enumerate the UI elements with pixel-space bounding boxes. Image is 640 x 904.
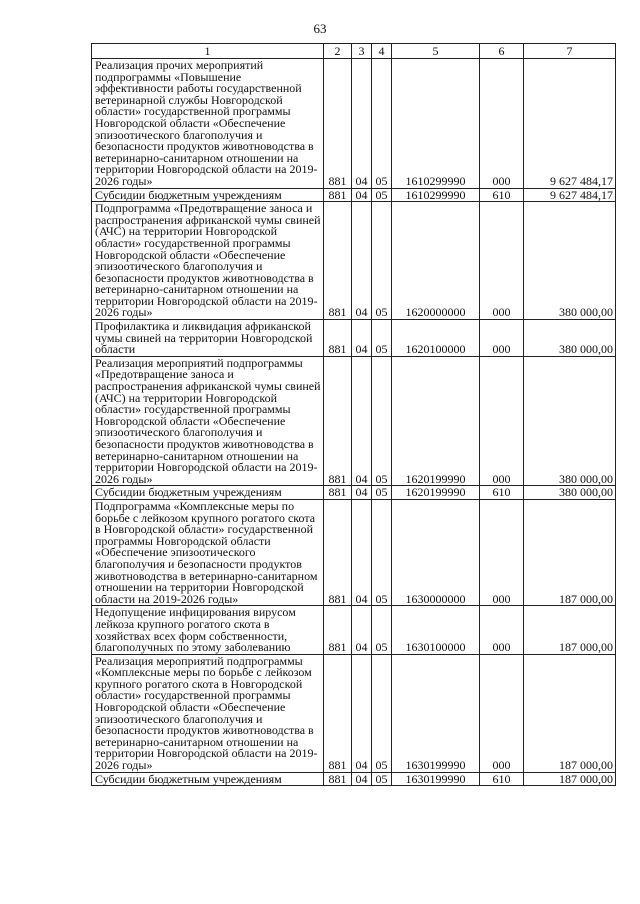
cell-code: 881 <box>324 356 352 486</box>
cell-section: 04 <box>352 772 372 786</box>
table-row <box>92 486 616 500</box>
cell-type: 000 <box>480 499 524 605</box>
table-row <box>92 772 616 786</box>
cell-code: 881 <box>324 606 352 654</box>
row-name: Подпрограмма «Предотвращение заноса и распространения африканской чумы свиней (АЧС) на территории Новгородской области» государственной программы Новгородской области «Обеспечение эпизоотического благополучия и безопасности продуктов животноводства в ветеринарно-санитарном отношении на территории Новгородской области на 2019-2026 годы» <box>92 202 324 320</box>
column-header: 1 <box>92 44 324 59</box>
cell-amount: 9 627 484,17 <box>524 59 616 189</box>
cell-type: 610 <box>480 486 524 500</box>
cell-amount: 380 000,00 <box>524 202 616 320</box>
column-header: 5 <box>392 44 480 59</box>
cell-target: 1630000000 <box>392 499 480 605</box>
column-header: 4 <box>372 44 392 59</box>
column-header: 3 <box>352 44 372 59</box>
cell-subsection: 05 <box>372 654 392 772</box>
table-row <box>92 654 616 772</box>
cell-type: 000 <box>480 356 524 486</box>
cell-section: 04 <box>352 654 372 772</box>
cell-target: 1610299990 <box>392 59 480 189</box>
cell-type: 000 <box>480 654 524 772</box>
table-row <box>92 356 616 486</box>
cell-subsection: 05 <box>372 356 392 486</box>
row-name: Реализация мероприятий подпрограммы «Комплексные меры по борьбе с лейкозом крупного рогатого скота в Новгородской области» государственной программы Новгородской области «Обеспечение эпизоотического благополучия и безопасности продуктов животноводства в ветеринарно-санитарном отношении на территории Новгородской области на 2019-2026 годы» <box>92 654 324 772</box>
cell-code: 881 <box>324 202 352 320</box>
cell-target: 1620199990 <box>392 356 480 486</box>
cell-target: 1630100000 <box>392 606 480 654</box>
row-name: Недопущение инфицирования вирусом лейкоза крупного рогатого скота в хозяйствах всех форм собственности, благополучных по этому заболеванию <box>92 606 324 654</box>
cell-section: 04 <box>352 486 372 500</box>
column-header: 7 <box>524 44 616 59</box>
cell-type: 610 <box>480 772 524 786</box>
cell-subsection: 05 <box>372 320 392 357</box>
cell-target: 1630199990 <box>392 654 480 772</box>
cell-section: 04 <box>352 188 372 202</box>
cell-amount: 187 000,00 <box>524 499 616 605</box>
cell-section: 04 <box>352 356 372 486</box>
cell-subsection: 05 <box>372 499 392 605</box>
cell-amount: 9 627 484,17 <box>524 188 616 202</box>
cell-code: 881 <box>324 59 352 189</box>
cell-type: 000 <box>480 320 524 357</box>
cell-amount: 187 000,00 <box>524 654 616 772</box>
table-row <box>92 606 616 654</box>
cell-type: 000 <box>480 606 524 654</box>
row-name: Профилактика и ликвидация африканской чумы свиней на территории Новгородской области <box>92 320 324 357</box>
header-row <box>92 44 616 59</box>
row-name: Подпрограмма «Комплексные меры по борьбе с лейкозом крупного рогатого скота в Новгородской области» государственной программы Новгородской области «Обеспечение эпизоотического благополучия и безопасности продуктов животноводства в ветеринарно-санитарном отношении на территории Новгородской области на 2019-2026 годы» <box>92 499 324 605</box>
cell-type: 610 <box>480 188 524 202</box>
cell-amount: 380 000,00 <box>524 356 616 486</box>
row-name: Реализация мероприятий подпрограммы «Предотвращение заноса и распространения африканской чумы свиней (АЧС) на территории Новгородской области» государственной программы Новгородской области «Обеспечение эпизоотического благополучия и безопасности продуктов животноводства в ветеринарно-санитарном отношении на территории Новгородской области на 2019-2026 годы» <box>92 356 324 486</box>
cell-amount: 380 000,00 <box>524 486 616 500</box>
column-header: 2 <box>324 44 352 59</box>
table-row <box>92 188 616 202</box>
page-number: 63 <box>313 21 327 36</box>
cell-amount: 187 000,00 <box>524 606 616 654</box>
cell-type: 000 <box>480 202 524 320</box>
cell-code: 881 <box>324 772 352 786</box>
cell-target: 1630199990 <box>392 772 480 786</box>
cell-section: 04 <box>352 202 372 320</box>
cell-code: 881 <box>324 499 352 605</box>
cell-amount: 187 000,00 <box>524 772 616 786</box>
row-name: Субсидии бюджетным учреждениям <box>92 772 324 786</box>
cell-code: 881 <box>324 486 352 500</box>
row-name: Субсидии бюджетным учреждениям <box>92 486 324 500</box>
cell-code: 881 <box>324 320 352 357</box>
budget-table <box>91 43 616 786</box>
cell-subsection: 05 <box>372 772 392 786</box>
table-row <box>92 59 616 189</box>
table-row <box>92 202 616 320</box>
cell-subsection: 05 <box>372 188 392 202</box>
cell-subsection: 05 <box>372 486 392 500</box>
cell-target: 1620100000 <box>392 320 480 357</box>
column-header: 6 <box>480 44 524 59</box>
cell-subsection: 05 <box>372 606 392 654</box>
cell-section: 04 <box>352 606 372 654</box>
cell-subsection: 05 <box>372 59 392 189</box>
cell-amount: 380 000,00 <box>524 320 616 357</box>
row-name: Субсидии бюджетным учреждениям <box>92 188 324 202</box>
cell-section: 04 <box>352 320 372 357</box>
cell-subsection: 05 <box>372 202 392 320</box>
cell-type: 000 <box>480 59 524 189</box>
table-row <box>92 499 616 605</box>
cell-code: 881 <box>324 654 352 772</box>
cell-target: 1620000000 <box>392 202 480 320</box>
cell-code: 881 <box>324 188 352 202</box>
cell-target: 1620199990 <box>392 486 480 500</box>
cell-target: 1610299990 <box>392 188 480 202</box>
row-name: Реализация прочих мероприятий подпрограммы «Повышение эффективности работы государственной ветеринарной службы Новгородской области» государственной программы Новгородской области «Обеспечение эпизоотического благополучия и безопасности продуктов животноводства в ветеринарно-санитарном отношении на территории Новгородской области на 2019-2026 годы» <box>92 59 324 189</box>
cell-section: 04 <box>352 59 372 189</box>
cell-section: 04 <box>352 499 372 605</box>
table-row <box>92 320 616 357</box>
